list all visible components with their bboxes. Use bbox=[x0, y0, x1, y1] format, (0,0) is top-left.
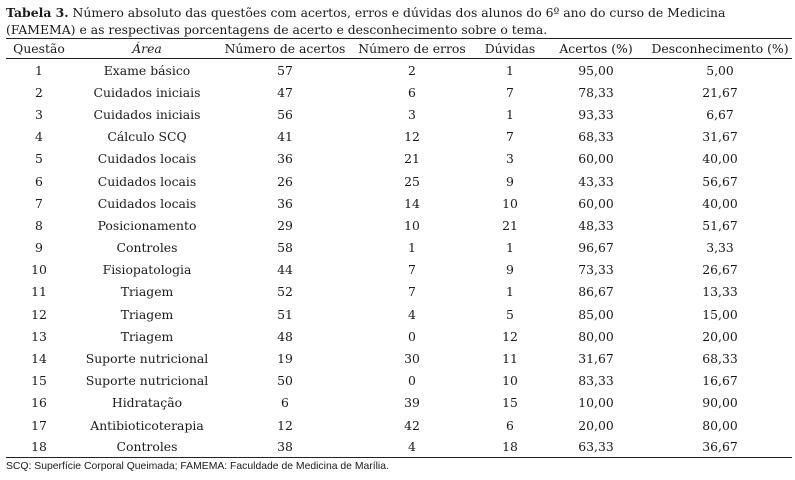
cell-duvidas: 3 bbox=[506, 151, 514, 167]
cell-duvidas: 11 bbox=[502, 351, 518, 367]
cell-desconhecimento-pct: 20,00 bbox=[702, 328, 738, 344]
cell-area: Cuidados iniciais bbox=[93, 106, 201, 122]
table-row bbox=[6, 436, 792, 458]
cell-questao: 15 bbox=[31, 373, 47, 389]
table-row bbox=[6, 347, 792, 369]
cell-acertos: 52 bbox=[277, 284, 293, 300]
cell-desconhecimento-pct: 21,67 bbox=[702, 84, 738, 100]
cell-acertos: 47 bbox=[277, 84, 293, 100]
cell-questao: 10 bbox=[31, 262, 47, 278]
cell-acertos-pct: 95,00 bbox=[578, 62, 614, 78]
header-row bbox=[6, 39, 792, 59]
cell-acertos: 48 bbox=[277, 328, 293, 344]
table-footnote: SCQ: Superfície Corporal Queimada; FAMEMA: Faculdade de Medicina de Marília. bbox=[6, 461, 389, 473]
cell-desconhecimento-pct: 90,00 bbox=[702, 395, 738, 411]
cell-area: Cuidados locais bbox=[97, 151, 197, 167]
cell-duvidas: 1 bbox=[506, 240, 514, 256]
caption-label: Tabela 3. bbox=[6, 5, 69, 20]
cell-questao: 1 bbox=[35, 62, 43, 78]
cell-erros: 7 bbox=[408, 262, 416, 278]
cell-acertos-pct: 86,67 bbox=[578, 284, 614, 300]
header-acertos: Número de acertos bbox=[222, 39, 348, 59]
cell-erros: 25 bbox=[404, 173, 420, 189]
table-row bbox=[6, 259, 792, 281]
table-row bbox=[6, 148, 792, 170]
cell-area: Triagem bbox=[120, 306, 174, 322]
cell-erros: 0 bbox=[408, 328, 416, 344]
cell-acertos: 56 bbox=[277, 106, 293, 122]
results-table bbox=[6, 38, 792, 458]
table-row bbox=[6, 303, 792, 325]
cell-acertos: 29 bbox=[277, 217, 293, 233]
header-duvidas: Dúvidas bbox=[476, 39, 544, 59]
cell-area: Antibioticoterapia bbox=[90, 417, 204, 433]
cell-desconhecimento-pct: 3,33 bbox=[706, 240, 734, 256]
cell-area: Cuidados iniciais bbox=[93, 84, 201, 100]
cell-acertos: 51 bbox=[277, 306, 293, 322]
cell-acertos: 6 bbox=[281, 395, 289, 411]
table-row bbox=[6, 414, 792, 436]
cell-desconhecimento-pct: 6,67 bbox=[706, 106, 734, 122]
cell-erros: 4 bbox=[348, 436, 476, 458]
cell-duvidas: 1 bbox=[506, 62, 514, 78]
cell-acertos-pct: 60,00 bbox=[578, 151, 614, 167]
table-row bbox=[6, 59, 792, 82]
cell-acertos-pct: 63,33 bbox=[544, 436, 648, 458]
cell-erros: 1 bbox=[408, 240, 416, 256]
table-row bbox=[6, 281, 792, 303]
cell-area: Cálculo SCQ bbox=[107, 129, 187, 145]
cell-erros: 2 bbox=[408, 62, 416, 78]
cell-questao: 12 bbox=[31, 306, 47, 322]
cell-erros: 42 bbox=[404, 417, 420, 433]
cell-acertos-pct: 60,00 bbox=[578, 195, 614, 211]
table-row bbox=[6, 392, 792, 414]
cell-acertos: 36 bbox=[277, 151, 293, 167]
cell-duvidas: 1 bbox=[506, 106, 514, 122]
cell-acertos: 57 bbox=[277, 62, 293, 78]
document-page bbox=[6, 4, 792, 472]
cell-desconhecimento-pct: 36,67 bbox=[648, 436, 792, 458]
header-questao: Questão bbox=[6, 39, 72, 59]
cell-desconhecimento-pct: 31,67 bbox=[702, 129, 738, 145]
cell-erros: 3 bbox=[408, 106, 416, 122]
cell-acertos-pct: 73,33 bbox=[578, 262, 614, 278]
cell-area: Fisiopatologia bbox=[102, 262, 192, 278]
cell-questao: 9 bbox=[35, 240, 43, 256]
cell-duvidas: 9 bbox=[506, 262, 514, 278]
cell-acertos-pct: 20,00 bbox=[578, 417, 614, 433]
cell-area: Cuidados locais bbox=[97, 195, 197, 211]
cell-desconhecimento-pct: 68,33 bbox=[702, 351, 738, 367]
cell-questao: 17 bbox=[31, 417, 47, 433]
cell-acertos-pct: 83,33 bbox=[578, 373, 614, 389]
cell-duvidas: 1 bbox=[506, 284, 514, 300]
cell-questao: 4 bbox=[35, 129, 43, 145]
cell-erros: 12 bbox=[404, 129, 420, 145]
cell-area: Triagem bbox=[120, 284, 174, 300]
cell-acertos-pct: 68,33 bbox=[578, 129, 614, 145]
cell-erros: 0 bbox=[408, 373, 416, 389]
cell-acertos-pct: 80,00 bbox=[578, 328, 614, 344]
cell-questao: 14 bbox=[31, 351, 47, 367]
cell-erros: 21 bbox=[404, 151, 420, 167]
cell-duvidas: 12 bbox=[502, 328, 518, 344]
cell-acertos: 26 bbox=[277, 173, 293, 189]
cell-questao: 8 bbox=[35, 217, 43, 233]
cell-questao: 6 bbox=[35, 173, 43, 189]
cell-questao: 3 bbox=[35, 106, 43, 122]
header-area: Área bbox=[72, 39, 222, 59]
cell-erros: 4 bbox=[408, 306, 416, 322]
table-row bbox=[6, 81, 792, 103]
cell-desconhecimento-pct: 26,67 bbox=[702, 262, 738, 278]
cell-area: Posicionamento bbox=[97, 217, 197, 233]
cell-duvidas: 7 bbox=[506, 84, 514, 100]
header-acertos-pct: Acertos (%) bbox=[544, 39, 648, 59]
table-row bbox=[6, 126, 792, 148]
cell-questao: 7 bbox=[35, 195, 43, 211]
cell-acertos-pct: 43,33 bbox=[578, 173, 614, 189]
cell-acertos: 58 bbox=[277, 240, 293, 256]
cell-desconhecimento-pct: 16,67 bbox=[702, 373, 738, 389]
cell-acertos: 36 bbox=[277, 195, 293, 211]
cell-erros: 14 bbox=[404, 195, 420, 211]
cell-desconhecimento-pct: 15,00 bbox=[702, 306, 738, 322]
cell-questao: 2 bbox=[35, 84, 43, 100]
cell-acertos-pct: 48,33 bbox=[578, 217, 614, 233]
cell-area: Controles bbox=[72, 436, 222, 458]
cell-area: Hidratação bbox=[111, 395, 183, 411]
cell-duvidas: 15 bbox=[502, 395, 518, 411]
cell-duvidas: 6 bbox=[506, 417, 514, 433]
cell-desconhecimento-pct: 40,00 bbox=[702, 195, 738, 211]
cell-acertos: 19 bbox=[277, 351, 293, 367]
cell-duvidas: 7 bbox=[506, 129, 514, 145]
cell-area: Cuidados locais bbox=[97, 173, 197, 189]
header-desconhecimento-pct: Desconhecimento (%) bbox=[648, 39, 792, 59]
cell-duvidas: 21 bbox=[502, 217, 518, 233]
cell-erros: 39 bbox=[404, 395, 420, 411]
cell-desconhecimento-pct: 51,67 bbox=[702, 217, 738, 233]
cell-acertos: 41 bbox=[277, 129, 293, 145]
cell-erros: 30 bbox=[404, 351, 420, 367]
cell-questao: 11 bbox=[31, 284, 47, 300]
cell-acertos: 12 bbox=[277, 417, 293, 433]
cell-acertos-pct: 93,33 bbox=[578, 106, 614, 122]
cell-desconhecimento-pct: 40,00 bbox=[702, 151, 738, 167]
table-row bbox=[6, 214, 792, 236]
cell-area: Suporte nutricional bbox=[85, 351, 209, 367]
cell-erros: 7 bbox=[408, 284, 416, 300]
cell-acertos: 38 bbox=[222, 436, 348, 458]
cell-acertos-pct: 85,00 bbox=[578, 306, 614, 322]
table-caption bbox=[6, 4, 792, 38]
cell-acertos: 50 bbox=[277, 373, 293, 389]
table-row bbox=[6, 192, 792, 214]
cell-duvidas: 5 bbox=[506, 306, 514, 322]
cell-acertos-pct: 96,67 bbox=[578, 240, 614, 256]
cell-desconhecimento-pct: 80,00 bbox=[702, 417, 738, 433]
cell-erros: 10 bbox=[404, 217, 420, 233]
cell-desconhecimento-pct: 5,00 bbox=[706, 62, 734, 78]
cell-desconhecimento-pct: 13,33 bbox=[702, 284, 738, 300]
cell-duvidas: 10 bbox=[502, 195, 518, 211]
cell-acertos-pct: 10,00 bbox=[578, 395, 614, 411]
caption-text: Número absoluto das questões com acertos, erros e dúvidas dos alunos do 6º ano do curso de Medicina (FAMEMA) e as respectivas porcentagens de acerto e desconhecimento sobre o tema. bbox=[6, 5, 726, 37]
cell-questao: 18 bbox=[6, 436, 72, 458]
cell-acertos: 44 bbox=[277, 262, 293, 278]
cell-duvidas: 10 bbox=[502, 373, 518, 389]
cell-acertos-pct: 31,67 bbox=[578, 351, 614, 367]
cell-area: Controles bbox=[116, 240, 178, 256]
cell-area: Exame básico bbox=[103, 62, 191, 78]
table-row bbox=[6, 170, 792, 192]
cell-duvidas: 9 bbox=[506, 173, 514, 189]
table-row bbox=[6, 103, 792, 125]
cell-area: Triagem bbox=[120, 328, 174, 344]
table-row bbox=[6, 370, 792, 392]
cell-area: Suporte nutricional bbox=[85, 373, 209, 389]
table-row bbox=[6, 237, 792, 259]
cell-desconhecimento-pct: 56,67 bbox=[702, 173, 738, 189]
cell-questao: 16 bbox=[31, 395, 47, 411]
cell-questao: 13 bbox=[31, 328, 47, 344]
table-row bbox=[6, 325, 792, 347]
header-erros: Número de erros bbox=[348, 39, 476, 59]
cell-questao: 5 bbox=[35, 151, 43, 167]
cell-duvidas: 18 bbox=[476, 436, 544, 458]
cell-erros: 6 bbox=[408, 84, 416, 100]
cell-acertos-pct: 78,33 bbox=[578, 84, 614, 100]
